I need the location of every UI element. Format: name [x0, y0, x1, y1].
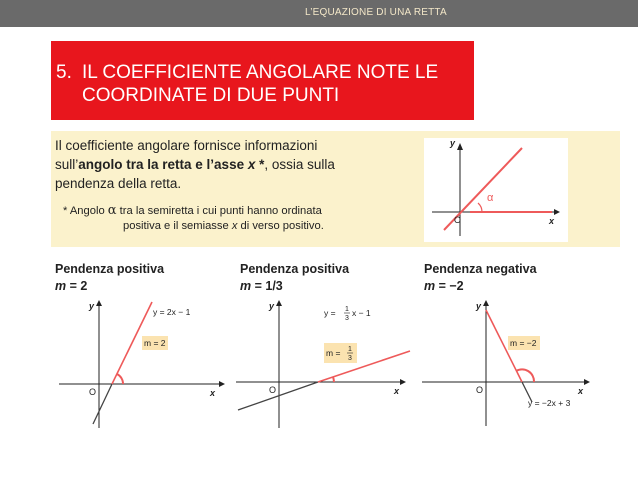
- footnote2-post: di verso positivo.: [237, 220, 324, 232]
- g2-y-label: y: [269, 301, 275, 311]
- column-3-label: [424, 261, 537, 295]
- intro-text: [55, 136, 405, 193]
- footnote-pre: * Angolo: [63, 205, 108, 217]
- g2-equation-post: x − 1: [352, 308, 371, 318]
- g1-origin-label: O: [89, 387, 97, 397]
- intro-line2-pre: sull’: [55, 157, 79, 172]
- graph-negative-2: [420, 296, 592, 429]
- g1-slope-text: m = 2: [144, 338, 166, 348]
- section-title: IL COEFFICIENTE ANGOLARE NOTE LE COORDINATE DI DUE PUNTI: [82, 62, 439, 106]
- g1-angle-arc: [117, 374, 123, 384]
- graph-positive-third: [232, 296, 412, 429]
- footnote: [63, 202, 322, 220]
- column-3-m: m: [424, 279, 436, 293]
- g2-slope-num: 1: [348, 346, 352, 353]
- top-bar: [0, 0, 638, 27]
- footnote2-x: x: [231, 220, 238, 232]
- g3-slope-text: m = −2: [510, 338, 537, 348]
- g1-equation: y = 2x − 1: [153, 307, 191, 317]
- section-title-box: [51, 41, 474, 120]
- intro-line2-star: *: [255, 157, 265, 172]
- intro-line1: Il coefficiente angolare fornisce informazioni: [55, 138, 318, 153]
- intro-line2-x: x: [247, 157, 256, 172]
- g2-origin-label: O: [269, 385, 277, 395]
- g1-x-label: x: [210, 388, 216, 398]
- column-1-m-value: = 2: [66, 279, 88, 293]
- thumb-origin-label: O: [454, 215, 462, 225]
- column-1-title: Pendenza positiva: [55, 262, 165, 276]
- g2-x-label: x: [394, 386, 400, 396]
- footnote-alpha: α: [107, 203, 117, 218]
- section-number: 5.: [56, 62, 72, 83]
- column-3-title: Pendenza negativa: [424, 262, 537, 276]
- footnote2-pre: positiva e il semiasse: [123, 220, 232, 232]
- g2-angle-arc: [333, 377, 334, 382]
- thumb-alpha-label: α: [487, 192, 494, 204]
- g2-equation-den: 3: [345, 315, 349, 322]
- column-2-title: Pendenza positiva: [240, 262, 350, 276]
- column-2-m: m: [240, 279, 252, 293]
- g3-origin-label: O: [476, 385, 484, 395]
- thumb-angle-arc: [478, 203, 482, 212]
- intro-line2-bold: angolo tra la retta e l’asse: [78, 157, 248, 172]
- column-1-label: [55, 261, 164, 295]
- g3-y-label: y: [476, 301, 482, 311]
- g2-equation-num: 1: [345, 306, 349, 313]
- g2-slope-pre: m =: [326, 348, 341, 358]
- footnote-post: tra la semiretta i cui punti hanno ordinata: [116, 205, 322, 217]
- thumb-x-label: x: [549, 216, 555, 226]
- header-title: L’EQUAZIONE DI UNA RETTA: [305, 7, 447, 18]
- intro-line2-post: , ossia sulla: [264, 157, 335, 172]
- column-2-m-value: = 1/3: [251, 279, 283, 293]
- g3-equation: y = −2x + 3: [528, 398, 571, 408]
- thumb-y-label: y: [450, 138, 456, 148]
- g2-slope-den: 3: [348, 355, 352, 362]
- g2-line-lower: [238, 382, 318, 410]
- g2-equation-pre: y =: [324, 308, 336, 318]
- angle-diagram: [424, 138, 568, 242]
- column-1-m: m: [55, 279, 67, 293]
- g1-y-label: y: [89, 301, 95, 311]
- column-2-label: [240, 261, 349, 295]
- column-3-m-value: = −2: [435, 279, 464, 293]
- intro-line3: pendenza della retta.: [55, 176, 182, 191]
- graph-positive-2: [53, 296, 228, 429]
- g3-x-label: x: [578, 386, 584, 396]
- footnote-line2: [123, 220, 324, 232]
